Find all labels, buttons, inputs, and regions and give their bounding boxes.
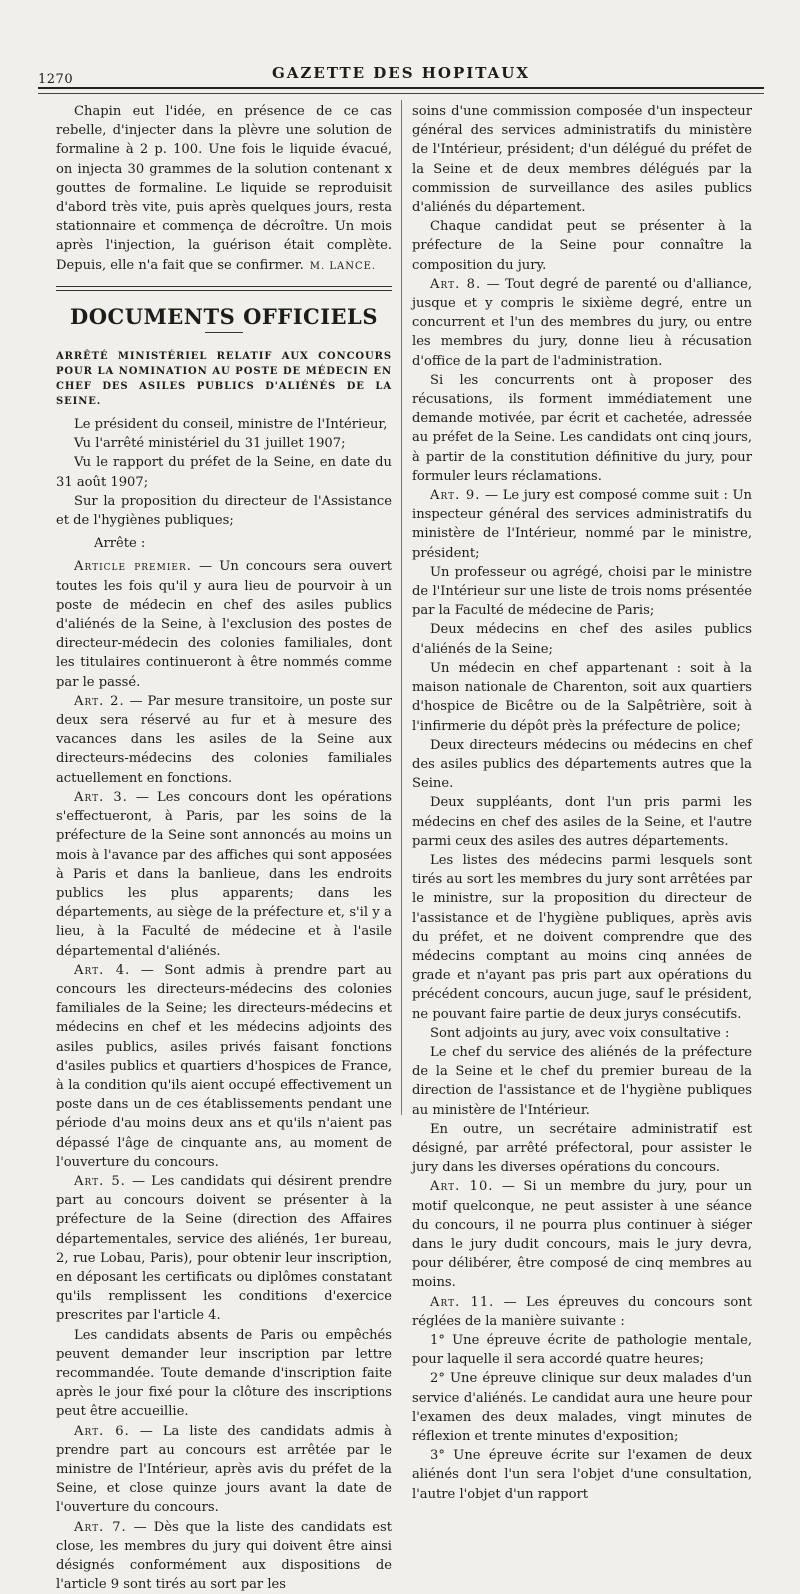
page-number: 1270 [38, 72, 74, 87]
article-paragraph [412, 793, 752, 851]
article-text: — Les épreuves du concours sont réglées de la manière suivante : [412, 1294, 752, 1329]
article-paragraph [56, 1518, 392, 1594]
article-text: — Si un membre du jury, pour un motif quelconque, ne peut assister à une séance du concours, il ne pourra plus continuer à siéger dans le jury dudit concours, mais le jury devra, pour délibérer, être composé de cinq membres au moins. [412, 1179, 752, 1291]
article-text: Un médecin en chef appartenant : soit à la maison nationale de Charenton, soit aux quartiers d'hospice de Bicêtre ou de la Salpêtrière, soit à l'infirmerie du dépôt près la préfecture de police; [412, 660, 752, 734]
article-text: En outre, un secrétaire administratif est désigné, par arrêté préfectoral, pour assister le jury dans les diverses opérations du concours. [412, 1121, 752, 1176]
article-text: Un professeur ou agrégé, choisi par le ministre de l'Intérieur sur une liste de trois noms présentée par la Faculté de médecine de Paris; [412, 564, 752, 619]
preamble [56, 415, 392, 530]
article-paragraph [56, 788, 392, 961]
article-paragraph [412, 102, 752, 217]
article-paragraph [56, 557, 392, 691]
article-label: Art. 9. [430, 488, 481, 504]
preamble-line: Vu le rapport du préfet de la Seine, en date du 31 août 1907; [56, 455, 392, 490]
article-text: — Le jury est composé comme suit : Un inspecteur général des services administratifs du ministère de l'Intérieur, nommé par le ministre, président; [412, 488, 752, 561]
article-text: Deux suppléants, dont l'un pris parmi les médecins en chef des asiles de la Seine, et l'autre parmi ceux des asiles des autres départements. [412, 795, 752, 849]
article-text: Les candidats absents de Paris ou empêchés peuvent demander leur inscription par lettre recommandée. Toute demande d'inscription faite après le jour fixé pour la clôture des inscriptions peut être accueillie. [56, 1327, 392, 1420]
left-column [56, 102, 392, 1594]
article-paragraph [412, 1043, 752, 1120]
right-column [412, 102, 752, 1504]
page-header [38, 58, 764, 98]
article-label: Art. 11. [430, 1294, 495, 1310]
article-text: — La liste des candidats admis à prendre part au concours est arrêtée par le ministre de l'Intérieur, après avis du préfet de la Seine, et close quinze jours avant la date de l'ouverture du concours. [56, 1423, 392, 1516]
article-text: — Tout degré de parenté ou d'alliance, jusque et y compris le sixième degré, entre un concurrent et l'un des membres du jury, ou entre les membres du jury, donne lieu à récusation d'office de la part de l'administration. [412, 276, 752, 369]
article-label: Art. 5. [74, 1173, 126, 1189]
article-text: soins d'une commission composée d'un inspecteur général des services administratifs du ministère de l'Intérieur, président; d'un délégué du préfet de la Seine et de deux membres délégués par la commission de surveillance des asiles publics d'aliénés du département. [412, 104, 752, 216]
article-text: 3° Une épreuve écrite sur l'examen de deux aliénés dont l'un sera l'objet d'une consultation, l'autre l'objet d'un rapport [412, 1448, 752, 1502]
left-articles [56, 557, 392, 1594]
article-paragraph [412, 217, 752, 275]
arrete-word: Arrête : [94, 536, 146, 552]
article-paragraph [56, 1326, 392, 1422]
title-rule [205, 332, 243, 333]
article-text: Les listes des médecins parmi lesquels sont tirés au sort les membres du jury sont arrêtées par le ministre, sur la proposition du directeur de l'assistance et de l'hygiène publiques, après avis du préfet, et ne doivent comprendre que des médecins comptant au moins cinq années de grade et n'ayant pas pris part aux opérations du précédent concours, aucun juge, sauf le président, ne pouvant faire partie de deux jurys consécutifs. [412, 852, 752, 1022]
article-label: Article premier. [74, 559, 192, 575]
article-paragraph [412, 1331, 752, 1369]
article-paragraph [412, 1446, 752, 1504]
article-paragraph [412, 371, 752, 486]
article-text: — Les candidats qui désirent prendre part au concours doivent se présenter à la préfecture de la Seine (direction des Affaires départementales, service des aliénés, 1er bureau, 2, rue Lobau, Paris), pour obtenir leur inscription, en déposant les certificats ou diplômes constatant qu'ils remplissent les conditions d'exercice prescrites par l'article 4. [56, 1173, 392, 1324]
right-paragraphs [412, 102, 752, 1504]
article-paragraph [412, 1293, 752, 1331]
article-text: Sont adjoints au jury, avec voix consultative : [430, 1025, 730, 1041]
article-text: — Un concours sera ouvert toutes les fois qu'il y aura lieu de pourvoir à un poste de médecin en chef des asiles publics d'aliénés de la Seine, à l'exclusion des postes de directeur-médecin des colonies familiales, dont les titulaires continueront à être nommés comme par le passé. [56, 559, 392, 690]
intro-paragraph [56, 102, 392, 276]
header-rule [38, 87, 764, 89]
article-text: — Les concours dont les opérations s'effectueront, à Paris, par les soins de la préfecture de la Seine sont annoncés au moins un mois à l'avance par des affiches qui sont apposées à Paris et dans la banlieue, dans les endroits publics les plus apparents; dans les départements, au siège de la préfecture et, s'il y a lieu, à la Faculté de médecine et à l'asile départemental d'aliénés. [56, 789, 392, 959]
article-paragraph [412, 1024, 752, 1043]
preamble-line: Vu l'arrêté ministériel du 31 juillet 1907; [74, 436, 346, 452]
article-paragraph [56, 1422, 392, 1518]
section-divider [56, 286, 392, 291]
article-paragraph [412, 1120, 752, 1178]
article-paragraph [412, 486, 752, 563]
preamble-line: Le président du conseil, ministre de l'Intérieur, [74, 417, 388, 433]
article-text: Le chef du service des aliénés de la préfecture de la Seine et le chef du premier bureau de la direction de l'assistance et de l'hygiène publiques au ministère de l'Intérieur. [412, 1044, 752, 1118]
article-paragraph [412, 1177, 752, 1292]
journal-title: GAZETTE DES HOPITAUX [271, 64, 530, 82]
column-separator [401, 100, 402, 1115]
article-label: Art. 7. [74, 1519, 127, 1535]
article-label: Art. 10. [430, 1179, 494, 1195]
article-text: — Sont admis à prendre part au concours les directeurs-médecins des colonies familiales de la Seine; les directeurs-médecins et médecins en chef et les médecins adjoints des asiles publics, asiles privés faisant fonctions d'asiles publics et quartiers d'hospices de France, à la condition qu'ils aient occupé effectivement un poste dans un de ces établissements pendant une période d'au moins deux ans et qu'ils n'aient pas dépassé l'âge de cinquante ans, au moment de l'ouverture du concours. [56, 962, 392, 1170]
article-paragraph [412, 659, 752, 736]
article-paragraph [56, 692, 392, 788]
article-paragraph [56, 1172, 392, 1326]
article-label: Art. 3. [74, 789, 128, 805]
article-label: Art. 4. [74, 962, 131, 978]
article-paragraph [412, 275, 752, 371]
article-text: Deux médecins en chef des asiles publics d'aliénés de la Seine; [412, 622, 752, 657]
article-label: Art. 2. [74, 693, 125, 709]
article-text: Chaque candidat peut se présenter à la préfecture de la Seine pour connaître la composition du jury. [412, 219, 752, 273]
article-text: — Dès que la liste des candidats est close, les membres du jury qui doivent être ainsi désignés conformément aux dispositions de l'article 9 sont tirés au sort par les [56, 1519, 392, 1593]
section-title: DOCUMENTS OFFICIELS [70, 303, 378, 329]
article-text: 1° Une épreuve écrite de pathologie mentale, pour laquelle il sera accordé quatre heures; [412, 1333, 752, 1368]
intro-text: Chapin eut l'idée, en présence de ce cas rebelle, d'injecter dans la plèvre une solution de formaline à 2 p. 100. Une fois le liquide évacué, on injecta 30 grammes de la solution contenant x gouttes de formaline. Le liquide se reproduisit d'abord très vite, puis après quelques jours, resta stationnaire et commença de décroître. Un mois après l'injection, la guérison était complète. Depuis, elle n'a fait que se confirmer. [56, 104, 392, 273]
intro-author: M. LANCE. [309, 260, 377, 272]
article-paragraph [412, 736, 752, 794]
article-text: — Par mesure transitoire, un poste sur deux sera réservé au fur et à mesure des vacances dans les asiles de la Seine aux directeurs-médecins des colonies familiales actuellement en fonctions. [56, 693, 392, 786]
article-label: Art. 6. [74, 1423, 130, 1439]
arrete-heading: ARRÊTÉ MINISTÉRIEL RELATIF AUX CONCOURS POUR LA NOMINATION AU POSTE DE MÉDECIN EN CHEF DES ASILES PUBLICS D'ALIÉNÉS DE LA SEINE. [56, 351, 392, 408]
article-text: 2° Une épreuve clinique sur deux malades d'un service d'aliénés. Le candidat aura une heure pour l'examen des deux malades, vingt minutes de réflexion et trente minutes d'exposition; [412, 1371, 752, 1445]
article-paragraph [412, 1369, 752, 1446]
article-paragraph [412, 851, 752, 1024]
article-label: Art. 8. [430, 276, 482, 292]
header-rule-thin [38, 93, 764, 94]
article-paragraph [412, 620, 752, 658]
article-paragraph [412, 563, 752, 621]
preamble-line: Sur la proposition du directeur de l'Assistance et de l'hygiènes publiques; [56, 493, 392, 529]
article-paragraph [56, 961, 392, 1172]
article-text: Si les concurrents ont à proposer des récusations, ils forment immédiatement une demande motivée, par écrit et cachetée, adressée au préfet de la Seine. Les candidats ont cinq jours, à partir de la constitution définitive du jury, pour formuler leurs réclamations. [412, 372, 752, 484]
article-text: Deux directeurs médecins ou médecins en chef des asiles publics des départements autres que la Seine. [412, 737, 752, 792]
